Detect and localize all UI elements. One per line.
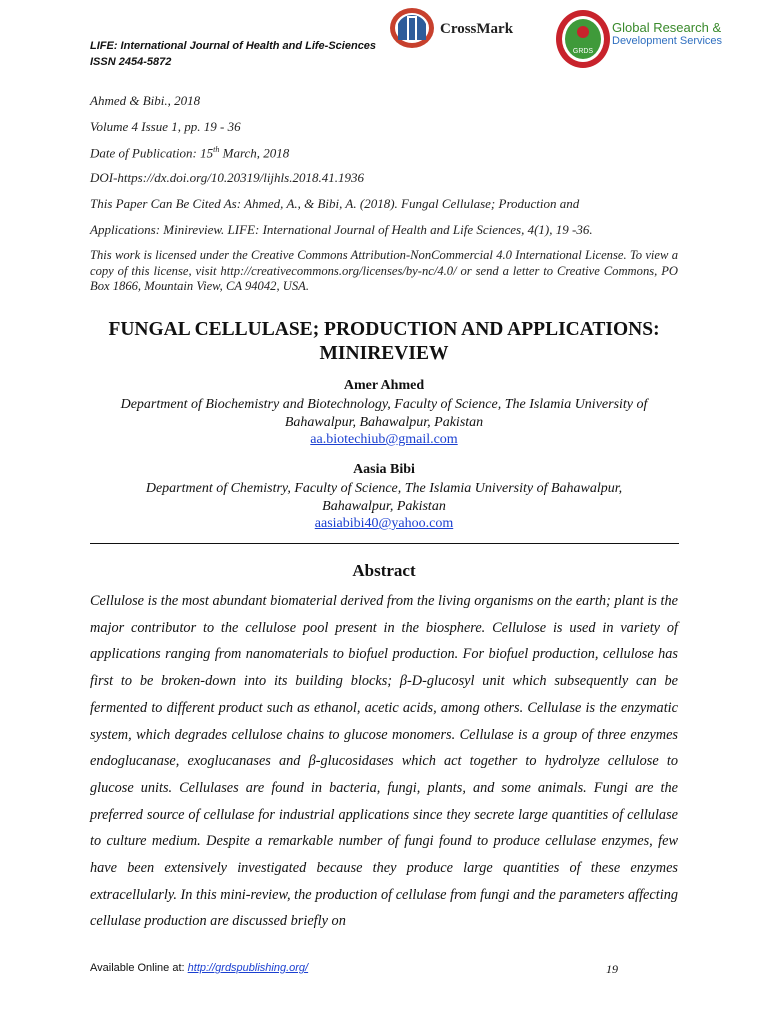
affiliation-line: Department of Chemistry, Faculty of Science, The Islamia University of Bahawalpur, <box>145 481 623 496</box>
citation-line-2: Applications: Minireview. LIFE: International Journal of Health and Life Sciences, 4(1), 19 -36. <box>90 222 593 237</box>
grds-title: Global Research & <box>612 20 722 35</box>
citation-line-1: This Paper Can Be Cited As: Ahmed, A., & Bibi, A. (2018). Fungal Cellulase; Production and <box>90 196 580 211</box>
date-prefix: Date of Publication: 15 <box>90 145 214 161</box>
affiliation-line: Bahawalpur, Bahawalpur, Pakistan <box>284 415 484 430</box>
paper-title <box>70 318 698 366</box>
license-text: This work is licensed under the Creative Commons Attribution-NonCommercial 4.0 International License. To view a copy of this license, visit http://creativecommons.org/licenses/by-nc/4.0/ or send a letter to Creative Commons, PO Box 1866, Mountain View, CA 94042, USA. <box>90 248 678 294</box>
affiliation-line: Department of Biochemistry and Biotechnology, Faculty of Science, The Islamia University of <box>120 397 648 412</box>
journal-header <box>90 38 376 70</box>
journal-issn: ISSN 2454-5872 <box>90 56 172 68</box>
grds-badge-text: GRDS <box>572 48 594 55</box>
abstract-body: Cellulose is the most abundant biomaterial derived from the living organisms on the earth; plant is the major contributor to the cellulose pool present in the biosphere. Cellulose is used in variety of applications ranging from nanomaterials to biofuel production. For biofuel production, cellulose has first to be broken-down into its building blocks; β-D-glucosyl unit which subsequently can be fermented to different product such as ethanol, acetic acids, among others. Cellulase is the enzymatic system, which degrades cellulose chains to glucose monomers. Cellulase is a group of three enzymes endoglucanase, exoglucanases and β-glucosidases which act together to hydrolyze cellulose to glucose units. Cellulases are found in bacteria, fungi, plants, and some animals. Fungi are the preferred source of cellulase for industrial applications since they secrete large quantities of cellulase to culture medium. Despite a remarkable number of fungi found to produce cellulase enzymes, few have been extensively investigated because they produce large quantities of these enzymes extracellularly. In this mini-review, the production of cellulase from fungi and the parameters affecting cellulase production are discussed briefly on <box>90 593 678 930</box>
volume-line: Volume 4 Issue 1, pp. 19 - 36 <box>90 119 241 134</box>
page-number: 19 <box>606 962 618 976</box>
grds-seal-icon <box>554 8 612 70</box>
author-affiliation <box>80 480 688 516</box>
grds-logo[interactable] <box>554 8 612 75</box>
author-name: Aasia Bibi <box>353 462 415 477</box>
publication-date <box>90 145 289 161</box>
date-sup: th <box>213 145 220 154</box>
crossmark-label: CrossMark <box>440 21 514 37</box>
author-affiliation <box>80 396 688 432</box>
footer-availability <box>90 962 308 974</box>
authors-short: Ahmed & Bibi., 2018 <box>90 93 201 108</box>
author-email-link[interactable]: aasiabibi40@yahoo.com <box>314 516 454 531</box>
grds-subtitle: Development Services <box>612 35 723 47</box>
title-line-1: FUNGAL CELLULASE; PRODUCTION AND APPLICATIONS: <box>108 319 660 340</box>
journal-name: LIFE: International Journal of Health and Life-Sciences <box>90 40 377 52</box>
divider <box>90 543 679 544</box>
footer-label: Available Online at: <box>90 962 188 974</box>
abstract-heading: Abstract <box>352 561 416 580</box>
doi-line[interactable]: DOI-https://dx.doi.org/10.20319/lijhls.2018.41.1936 <box>90 170 364 185</box>
crossmark-icon <box>388 6 436 50</box>
date-suffix: March, 2018 <box>219 145 290 161</box>
footer-link[interactable]: http://grdspublishing.org/ <box>187 962 309 974</box>
author-email-link[interactable]: aa.biotechiub@gmail.com <box>310 432 458 447</box>
title-line-2: MINIREVIEW <box>319 343 449 364</box>
crossmark-logo[interactable] <box>388 6 436 55</box>
author-name: Amer Ahmed <box>343 378 425 393</box>
affiliation-line: Bahawalpur, Pakistan <box>322 499 446 514</box>
